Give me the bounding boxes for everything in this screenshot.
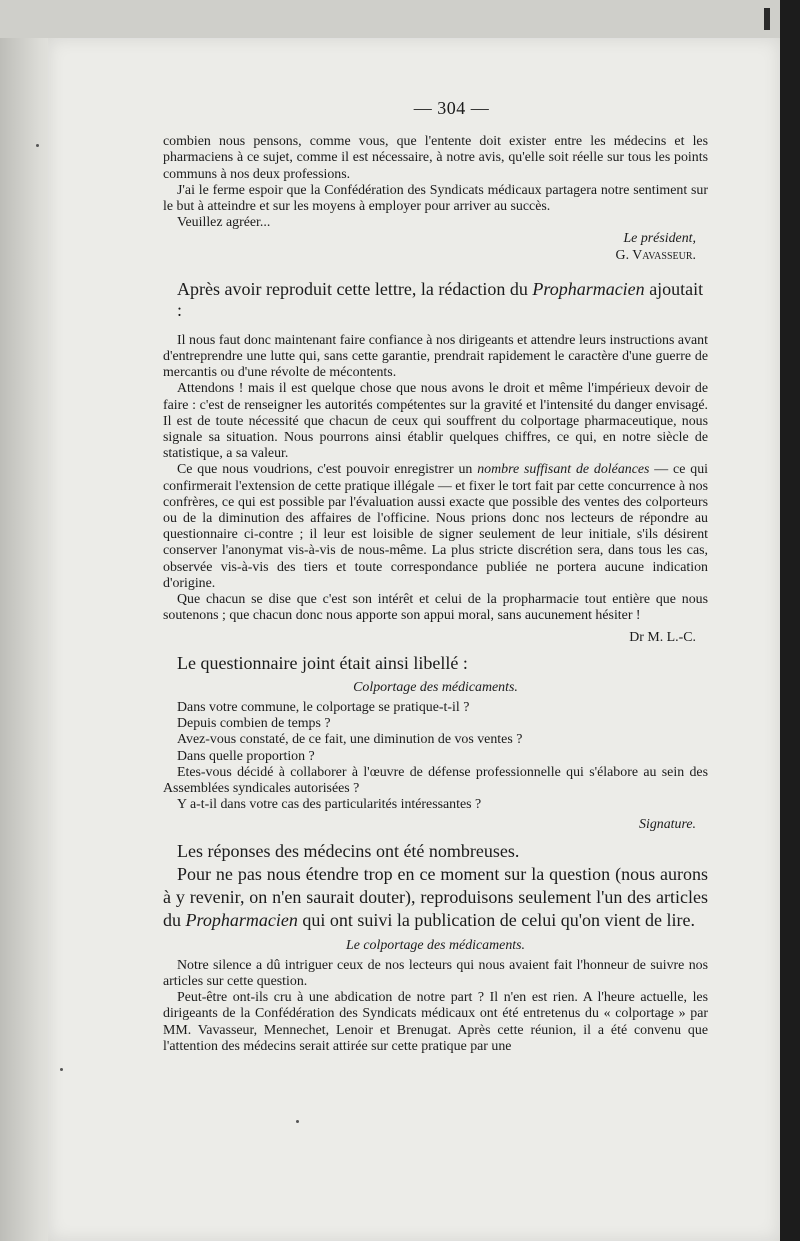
speck-mark xyxy=(36,144,39,147)
journal-name: Propharmacien xyxy=(185,909,298,930)
article-signature: Dr M. L.-C. xyxy=(629,630,696,646)
grievance-lead: Ce que nous voudrions, c'est pouvoir enregistrer un xyxy=(177,462,478,478)
article-paragraph: Attendons ! mais il est quelque chose que nous avons le droit et même l'impérieux devoir de faire : c'est de renseigner les autorités compétentes sur la gravité et l'intensité du danger envisagé. Il est de toute nécessité que chacun de ceux qui souffrent du colportage pharmaceutique, nous signale sa situation. Nous pourrons ainsi établir quelques chiffres, ce qui, en notre siècle de statistique, a sa valeur. xyxy=(163,381,708,462)
questionnaire-heading: Le questionnaire joint était ainsi libellé : xyxy=(177,652,468,673)
speck-mark xyxy=(60,1068,63,1071)
question-item: Etes-vous décidé à collaborer à l'œuvre de défense professionnelle qui s'élabore au sein des Assemblées syndicales autorisées ? xyxy=(163,764,708,796)
letter-closing: Veuillez agréer... xyxy=(177,215,271,231)
questionnaire-list xyxy=(177,700,708,765)
heading-tail: ajoutait : xyxy=(177,278,704,320)
grievance-paragraph xyxy=(163,462,708,592)
journal-name: Propharmacien xyxy=(532,278,645,299)
second-article-paragraph: Notre silence a dû intriguer ceux de nos lecteurs qui nous avaient fait l'honneur de suivre nos articles sur cette question. xyxy=(163,957,708,989)
question-item: Depuis combien de temps ? xyxy=(177,716,331,732)
heading-lead: Après avoir reproduit cette lettre, la rédaction du xyxy=(177,278,533,299)
section-heading-after-letter xyxy=(177,279,708,321)
article-paragraph: Il nous faut donc maintenant faire confiance à nos dirigeants et attendre leurs instructions avant d'entreprendre une lutte qui, sans cette garantie, prendrait rapidement le caractère d'une guerre de mercantis ou d'une révolte de mécontents. xyxy=(163,332,708,381)
page-number: — 304 — xyxy=(413,98,490,118)
questionnaire-signature: Signature. xyxy=(639,817,696,833)
question-item: Y a-t-il dans votre cas des particularités intéressantes ? xyxy=(177,797,482,813)
grievance-tail: — ce qui confirmerait l'extension de cette pratique illégale — et fixer le tort fait par cette concurrence à nos confrères, ce qui est possible par l'évaluation aussi exacte que possible des ventes des colporteurs ou de la diminution des affaires de l'officine. Nous prions donc nos lecteurs de répondre au questionnaire ci-contre ; il leur est loisible de signer seulement de leur initiale, s'ils désirent conserver l'anonymat vis-à-vis de nous-même. La plus stricte discrétion sera, dans tous les cas, observée vis-à-vis des tiers et toute correspondance publiée ne portera aucune indication d'origine. xyxy=(163,462,708,591)
scan-corner-mark xyxy=(764,8,770,30)
second-article-paragraph: Peut-être ont-ils cru à une abdication de notre part ? Il n'en est rien. A l'heure actuelle, les dirigeants de la Confédération des Syndicats médicaux ont été entretenus du « colportage » par MM. Vavasseur, Mennechet, Lenoir et Brenugat. Après cette réunion, il a été convenu que l'attention des médecins serait attirée sur cette pratique par une xyxy=(163,990,708,1054)
letter-signature-name: G. Vavasseur. xyxy=(615,247,696,263)
questionnaire-title: Colportage des médicaments. xyxy=(353,679,518,695)
letter-intro-paragraph: combien nous pensons, comme vous, que l'entente doit exister entre les médecins et les pharmaciens à ce sujet, comme il est nécessaire, à notre avis, qu'elle soit réelle sur tous les points communs à nos deux professions. xyxy=(163,134,708,182)
scan-top-margin xyxy=(0,0,780,38)
letter-hope-paragraph: J'ai le ferme espoir que la Confédération des Syndicats médicaux partagera notre sentiment sur le but à atteindre et sur les moyens à employer pour arriver au succès. xyxy=(163,182,708,215)
responses-heading: Les réponses des médecins ont été nombreuses. xyxy=(177,840,520,861)
question-item: Dans quelle proportion ? xyxy=(177,748,315,764)
speck-mark xyxy=(296,1120,299,1123)
second-article-title: Le colportage des médicaments. xyxy=(346,937,525,953)
question-item: Avez-vous constaté, de ce fait, une diminution de vos ventes ? xyxy=(177,732,523,748)
document-text xyxy=(163,100,708,1055)
scan-right-edge xyxy=(780,0,800,1241)
reproduce-paragraph xyxy=(163,863,708,932)
reproduce-tail: qui ont suivi la publication de celui qu'on vient de lire. xyxy=(297,909,695,930)
letter-signature-title: Le président, xyxy=(623,231,696,247)
reproduce-lead: Pour ne pas nous étendre trop en ce moment sur la question (nous aurons à y revenir, on n'en saurait douter), reproduisons seulement l'un des articles du xyxy=(163,863,708,930)
question-item: Dans votre commune, le colportage se pratique-t-il ? xyxy=(177,699,470,715)
appeal-paragraph: Que chacun se dise que c'est son intérêt et celui de la propharmacie tout entière que nous soutenons ; que chacun donc nous apporte son appui moral, sans aucunement hésiter ! xyxy=(163,592,708,624)
grievance-emphasis: nombre suffisant de doléances xyxy=(477,462,650,478)
